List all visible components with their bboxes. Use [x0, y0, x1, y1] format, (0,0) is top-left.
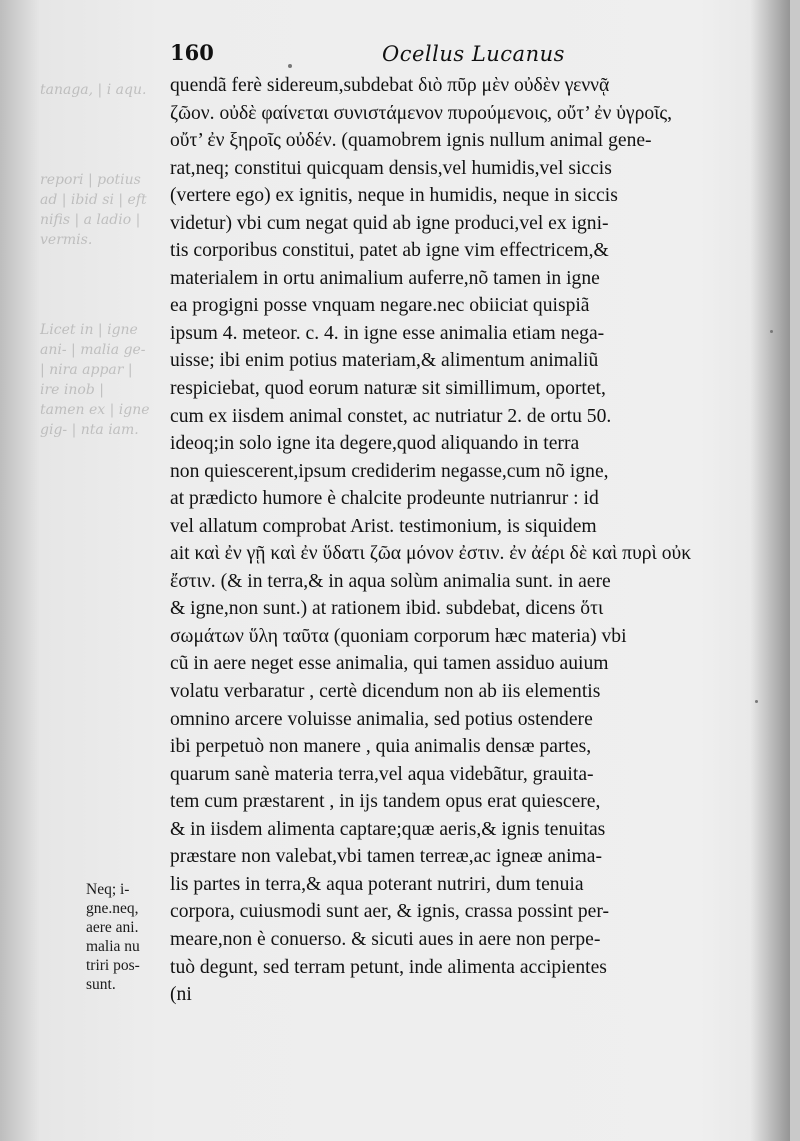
text-line: tem cum præstarent , in ijs tandem opus erat quiescere,	[170, 791, 601, 813]
text-line: præstare non valebat,vbi tamen terreæ,ac igneæ anima-	[170, 846, 602, 868]
text-line: ibi perpetuò non manere , quia animalis densæ partes,	[170, 736, 592, 758]
text-line: & in iisdem alimenta captare;quæ aeris,& ignis tenuitas	[170, 818, 606, 840]
text-line: non quiescerent,ipsum crediderim negasse,cum nõ igne,	[170, 460, 609, 482]
print-speck	[288, 64, 292, 68]
margin-note	[86, 880, 166, 994]
main-text-column	[170, 72, 770, 1009]
text-line: ipsum 4. meteor. c. 4. in igne esse animalia etiam nega-	[170, 322, 605, 344]
margin-note-line: gne.neq,	[86, 900, 139, 917]
running-title: Ocellus Lucanus	[382, 42, 565, 66]
text-line: videtur) vbi cum negat quid ab igne produci,vel ex igni-	[170, 212, 609, 234]
text-line: οὔτ’ ἐν ξηροῖς οὐδέν. (quamobrem ignis nullum animal gene-	[170, 130, 652, 152]
text-line: corpora, cuiusmodi sunt aer, & ignis, crassa possint per-	[170, 901, 610, 923]
text-line: quendã ferè sidereum,subdebat διὸ πῦρ μὲν οὐδὲν γεννᾷ	[170, 75, 610, 96]
text-line: lis partes in terra,& aqua poterant nutriri, dum tenuia	[170, 873, 584, 895]
text-line: ea progigni posse vnquam negare.nec obiiciat quispiã	[170, 295, 590, 317]
text-line: uisse; ibi enim potius materiam,& alimentum animaliũ	[170, 350, 599, 372]
margin-note-line: malia nu	[86, 938, 140, 955]
text-line: omnino arcere voluisse animalia, sed potius ostendere	[170, 708, 593, 730]
text-line: at prædicto humore è chalcite prodeunte nutrianrur : id	[170, 488, 599, 510]
margin-note-line: sunt.	[86, 976, 116, 993]
text-line: meare,non è conuerso. & sicuti aues in aere non perpe-	[170, 928, 601, 950]
text-line: ait καὶ ἐν γῇ καὶ ἐν ὕδατι ζῶα μόνον ἐστιν. ἐν ἀέρι δὲ καὶ πυρὶ οὐκ	[170, 543, 692, 565]
bleed-block-2: repori | potius ad | ibid si | eft nifis | a ladio | vermis.	[40, 172, 147, 248]
text-line: cum ex iisdem animal constet, ac nutriatur 2. de ortu 50.	[170, 405, 612, 427]
print-speck	[755, 700, 758, 703]
text-line: tuò degunt, sed terram petunt, inde alimenta accipientes	[170, 956, 607, 978]
text-line: (ni	[170, 984, 192, 1006]
bleed-block-1: tanaga, | i aqu.	[40, 82, 147, 98]
page-number: 160	[170, 40, 214, 65]
text-line: σωμάτων ὕλη ταῦτα (quoniam corporum hæc materia) vbi	[170, 625, 627, 647]
margin-note-line: aere ani.	[86, 919, 139, 936]
text-line: ζῶον. οὐδὲ φαίνεται συνιστάμενον πυρούμενοις, οὔτ’ ἐν ὑγροῖς,	[170, 102, 673, 124]
text-line: quarum sanè materia terra,vel aqua videbãtur, grauita-	[170, 763, 594, 785]
bleed-block-3: Licet in | igne ani- | malia ge- | nira appar | ire inob | tamen ex | igne gig- | nta iam.	[40, 322, 150, 438]
text-line: & igne,non sunt.) at rationem ibid. subdebat, dicens ὅτι	[170, 598, 604, 620]
margin-note-line: triri pos-	[86, 957, 140, 974]
page-header	[170, 40, 690, 70]
text-line: rat,neq; constitui quicquam densis,vel humidis,vel siccis	[170, 157, 612, 179]
text-line: ἔστιν. (& in terra,& in aqua solùm animalia sunt. in aere	[170, 570, 611, 592]
text-line: respiciebat, quod eorum naturæ sit simillimum, oportet,	[170, 378, 606, 400]
text-line: materialem in ortu animalium auferre,nõ tamen in igne	[170, 267, 600, 289]
text-line: tis corporibus constitui, patet ab igne vim effectricem,&	[170, 240, 609, 262]
print-speck	[770, 330, 773, 333]
text-line: volatu verbaratur , certè dicendum non ab iis elementis	[170, 681, 601, 703]
text-line: (vertere ego) ex ignitis, neque in humidis, neque in siccis	[170, 185, 618, 207]
text-line: ideoq;in solo igne ita degere,quod aliquando in terra	[170, 433, 580, 455]
text-line: vel allatum comprobat Arist. testimonium, is siquidem	[170, 515, 597, 537]
text-line: cũ in aere neget esse animalia, qui tamen assiduo auium	[170, 653, 609, 675]
bleed-through-text	[40, 80, 150, 510]
margin-note-line: Neq; i-	[86, 881, 130, 898]
